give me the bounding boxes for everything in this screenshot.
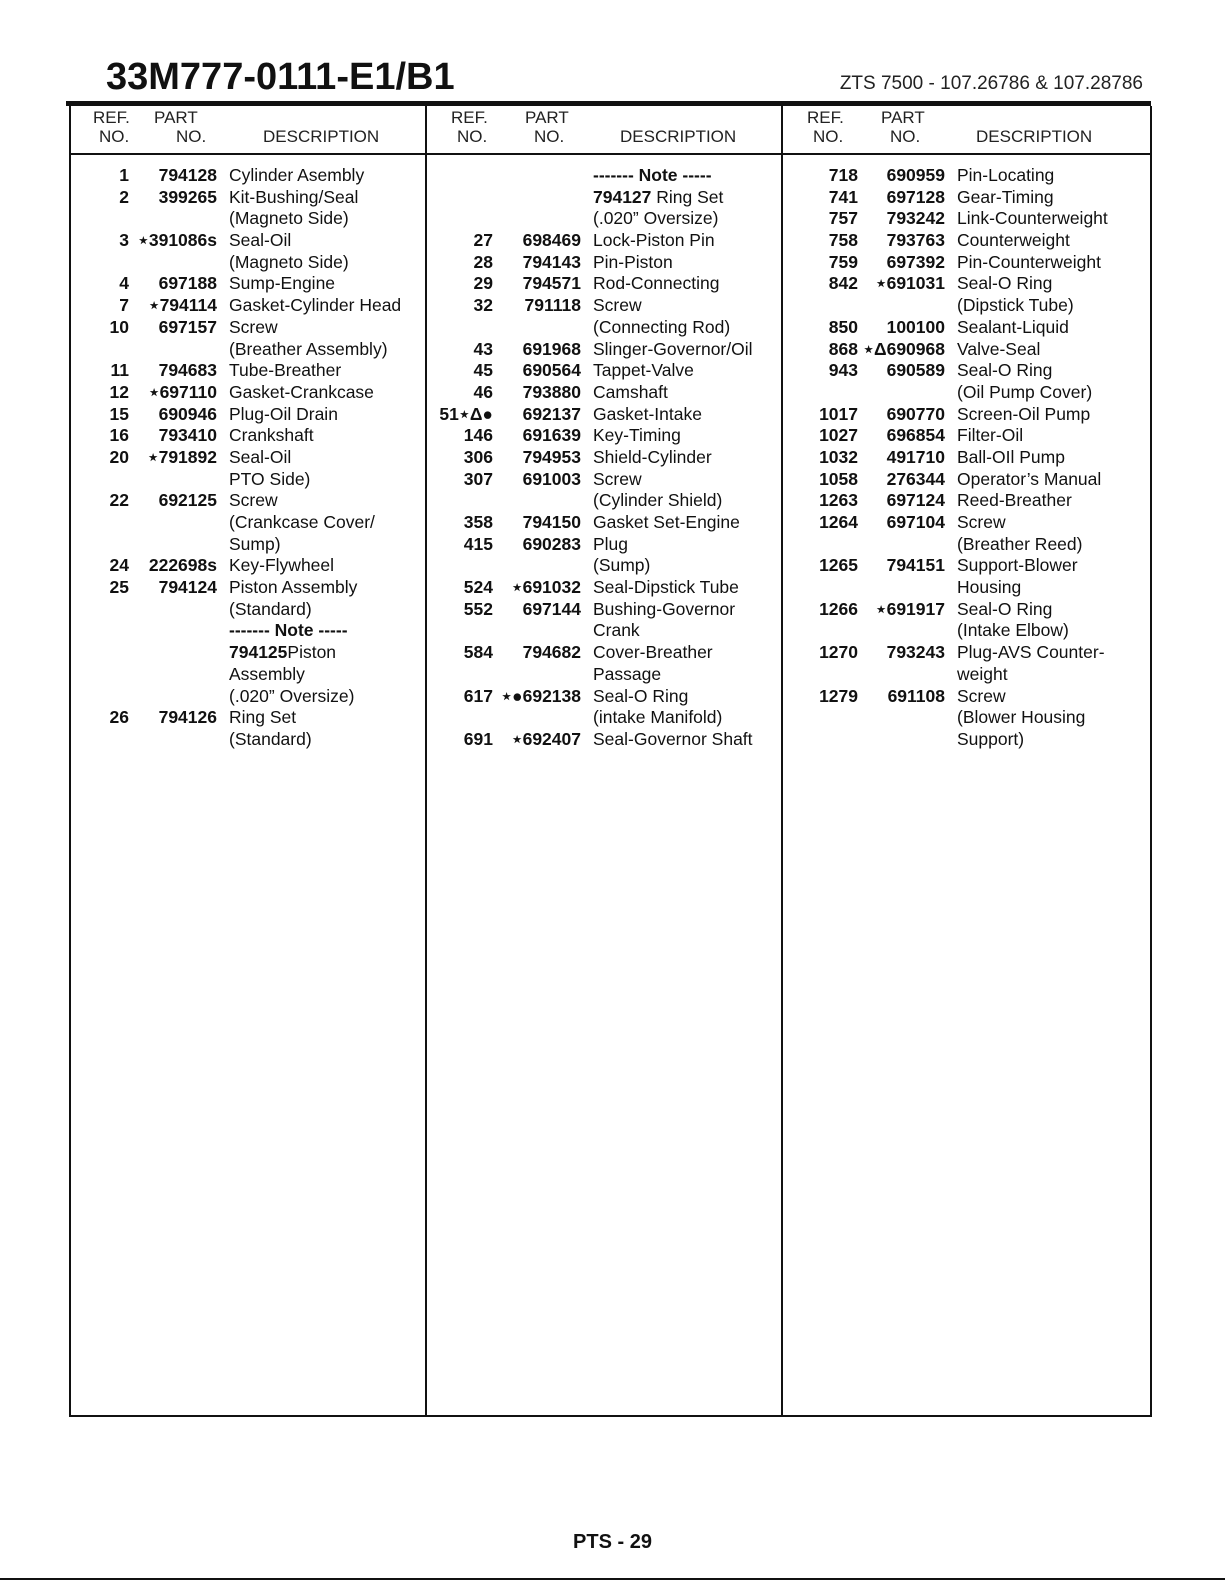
ref-number: 1279: [819, 685, 858, 706]
table-row: [69, 620, 425, 642]
part-number: 696854: [886, 425, 945, 446]
part-description: (Magneto Side): [229, 208, 349, 229]
part-description: (Dipstick Tube): [957, 295, 1074, 316]
ref-number: 25: [109, 577, 129, 598]
table-row: [69, 165, 425, 187]
table-row: [783, 295, 1151, 317]
part-number: 691968: [522, 338, 581, 359]
part-number: 276344: [886, 468, 945, 489]
part-description: (Intake Elbow): [957, 620, 1069, 641]
part-description: weight: [957, 663, 1008, 684]
part-description: Screw: [957, 685, 1006, 706]
part-description: (Crankcase Cover/: [229, 512, 375, 532]
table-row: [427, 664, 781, 686]
table-row: [783, 620, 1151, 642]
part-description: Pin-Counterweight: [957, 251, 1101, 272]
part-number: 793880: [522, 381, 581, 402]
part-number: ⋆391086s: [137, 230, 217, 251]
table-row: [69, 534, 425, 556]
part-description: Support-Blower: [957, 555, 1078, 576]
part-number: ⋆794114: [148, 295, 217, 316]
part-description: Shield-Cylinder: [593, 446, 712, 467]
table-row: [783, 252, 1151, 274]
part-description: Valve-Seal: [957, 338, 1041, 359]
part-description: Ring Set: [229, 707, 297, 728]
note-part-number: 794125: [229, 642, 288, 663]
table-row: [69, 490, 425, 512]
ref-number: 24: [109, 555, 129, 576]
ref-number: 27: [473, 230, 493, 251]
ref-number: 1027: [819, 425, 858, 446]
table-row: [69, 382, 425, 404]
part-header-no: NO.: [176, 127, 207, 146]
ref-number: 28: [473, 251, 493, 272]
ref-number: 758: [828, 230, 858, 251]
part-number: 100100: [886, 316, 945, 337]
ref-number: 3: [119, 230, 129, 251]
ref-number: 51⋆Δ●: [439, 403, 493, 424]
table-row: [427, 642, 781, 664]
part-number: ⋆Δ690968: [863, 338, 945, 359]
ref-number: 11: [110, 360, 129, 381]
ref-number: 868: [828, 338, 858, 359]
part-description: Pin-Locating: [957, 165, 1055, 185]
table-row: [783, 187, 1151, 209]
part-description: Seal-Dipstick Tube: [593, 577, 739, 598]
table-row: [427, 469, 781, 491]
part-description: Housing: [957, 577, 1022, 598]
ref-number: 16: [109, 425, 129, 446]
part-number: ⋆●692138: [501, 685, 581, 706]
table-row: [783, 208, 1151, 230]
table-row: [427, 382, 781, 404]
description-header: DESCRIPTION: [976, 127, 1093, 146]
part-description: Sump): [229, 533, 281, 554]
ref-number: 146: [463, 425, 493, 446]
table-row: [783, 425, 1151, 447]
part-description: Gasket Set-Engine: [593, 512, 740, 532]
table-row: [69, 273, 425, 295]
part-description: (Standard): [229, 728, 312, 749]
table-row: [783, 469, 1151, 491]
table-row: [69, 252, 425, 274]
table-row: [427, 230, 781, 252]
part-description: Gasket-Intake: [593, 403, 702, 424]
part-number: 690564: [522, 360, 581, 381]
part-header-no: NO.: [890, 127, 921, 146]
table-row: [783, 382, 1151, 404]
table-row: [69, 208, 425, 230]
part-description: (Connecting Rod): [593, 316, 731, 337]
table-row: [427, 686, 781, 708]
part-description: Reed-Breather: [957, 490, 1072, 511]
ref-number: 26: [109, 707, 129, 728]
ref-number: 1266: [819, 598, 858, 619]
ref-number: 617: [463, 685, 493, 706]
part-description: Tappet-Valve: [593, 360, 694, 381]
part-description: Camshaft: [593, 381, 668, 402]
page-bottom-rule: [0, 1578, 1225, 1580]
part-number: 222698s: [148, 555, 217, 576]
table-row: [427, 425, 781, 447]
part-description: Piston Assembly: [229, 577, 358, 598]
part-description: Tube-Breather: [229, 360, 342, 381]
table-row: [427, 165, 781, 187]
part-description: Gasket-Cylinder Head: [229, 295, 402, 316]
ref-number: 757: [828, 208, 858, 229]
part-description: Plug: [593, 533, 629, 554]
part-number: 794150: [522, 512, 581, 532]
ref-number: 307: [463, 468, 493, 489]
part-number: 793763: [886, 230, 945, 251]
part-description: (.020” Oversize): [229, 685, 355, 706]
table-row: [783, 664, 1151, 686]
part-header: PART: [881, 108, 925, 127]
table-row: [783, 230, 1151, 252]
part-description: (Sump): [593, 555, 651, 576]
table-row: [69, 707, 425, 729]
part-number: 794571: [522, 273, 581, 294]
table-row: [69, 187, 425, 209]
part-number: 690283: [522, 533, 581, 554]
part-description: Passage: [593, 663, 662, 684]
part-description: (intake Manifold): [593, 707, 723, 728]
part-number: 794128: [158, 165, 217, 185]
part-description: (Oil Pump Cover): [957, 381, 1093, 402]
part-number: ⋆697110: [148, 381, 217, 402]
table-row: [783, 555, 1151, 577]
part-number: ⋆691031: [875, 273, 945, 294]
part-description: (Cylinder Shield): [593, 490, 723, 511]
ref-number: 1017: [819, 403, 858, 424]
part-description: Screw: [229, 316, 278, 337]
ref-number: 46: [473, 381, 493, 402]
part-description: Screw: [957, 512, 1006, 532]
table-row: [69, 339, 425, 361]
description-header: DESCRIPTION: [263, 127, 380, 146]
part-description: Screw: [593, 295, 642, 316]
part-description: Gear-Timing: [957, 186, 1054, 207]
part-description: (Magneto Side): [229, 251, 349, 272]
table-row: [427, 273, 781, 295]
part-description: Pin-Piston: [593, 251, 673, 272]
part-number: 697104: [886, 512, 945, 532]
table-row: [69, 447, 425, 469]
ref-number: 691: [463, 728, 493, 749]
part-description: Gasket-Crankcase: [229, 381, 374, 402]
part-description: Seal-O Ring: [593, 685, 689, 706]
part-description: Key-Flywheel: [229, 555, 335, 576]
table-row: [69, 664, 425, 686]
table-row: [783, 447, 1151, 469]
table-row: [427, 577, 781, 599]
part-number: ⋆791892: [147, 446, 217, 467]
table-row: [783, 729, 1151, 751]
ref-number: 1263: [819, 490, 858, 511]
table-row: [427, 707, 781, 729]
part-description: Ball-OIl Pump: [957, 446, 1065, 467]
table-row: [427, 447, 781, 469]
part-description: Screw: [593, 468, 642, 489]
table-row: [783, 534, 1151, 556]
ref-number: 43: [473, 338, 493, 359]
part-number: 691003: [522, 468, 581, 489]
part-header: PART: [525, 108, 569, 127]
part-description: Plug-Oil Drain: [229, 403, 338, 424]
ref-number: 32: [473, 295, 493, 316]
part-header: PART: [154, 108, 198, 127]
ref-number: 1058: [819, 468, 858, 489]
part-number: 697157: [158, 316, 217, 337]
table-row: [69, 360, 425, 382]
table-row: [69, 230, 425, 252]
table-row: [783, 273, 1151, 295]
part-description: Cover-Breather: [593, 642, 713, 663]
part-description: (Blower Housing: [957, 707, 1086, 728]
ref-number: 7: [119, 295, 129, 316]
part-number: 690589: [886, 360, 945, 381]
ref-number: 552: [463, 598, 493, 619]
ref-header: REF.: [807, 108, 844, 127]
part-number: 794682: [522, 642, 581, 663]
part-description: Kit-Bushing/Seal: [229, 186, 359, 207]
part-description: Link-Counterweight: [957, 208, 1108, 229]
ref-number: 4: [119, 273, 129, 294]
table-row: [427, 512, 781, 534]
part-description: Plug-AVS Counter-: [957, 642, 1105, 663]
part-description: Slinger-Governor/Oil: [593, 338, 753, 359]
part-description: Crankshaft: [229, 425, 314, 446]
part-number: 692125: [158, 490, 217, 511]
part-number: 692137: [522, 403, 581, 424]
part-description: (Breather Assembly): [229, 338, 388, 359]
part-description: Key-Timing: [593, 425, 681, 446]
parts-column-2: [427, 165, 781, 751]
table-row: [783, 404, 1151, 426]
description-header: DESCRIPTION: [620, 127, 737, 146]
note-part-number: 794127: [593, 186, 652, 207]
table-row: [69, 686, 425, 708]
ref-header: REF.: [93, 108, 130, 127]
ref-number: 15: [109, 403, 129, 424]
table-row: [427, 729, 781, 751]
note-part-description: Piston: [287, 642, 337, 663]
part-description: Screw: [229, 490, 278, 511]
table-row: [427, 339, 781, 361]
note-part-description: Ring Set: [651, 186, 724, 207]
ref-number: 1: [119, 165, 129, 185]
table-row: [783, 707, 1151, 729]
ref-number: 1265: [819, 555, 858, 576]
part-number: 697188: [158, 273, 217, 294]
table-row: [783, 339, 1151, 361]
part-description: Sump-Engine: [229, 273, 336, 294]
note-description: [593, 187, 723, 209]
table-row: [427, 599, 781, 621]
table-row: [69, 642, 425, 664]
part-description: Seal-O Ring: [957, 273, 1053, 294]
part-description: Lock-Piston Pin: [593, 230, 715, 251]
part-description: Bushing-Governor: [593, 598, 736, 619]
ref-number: 718: [828, 165, 858, 185]
table-row: [783, 599, 1151, 621]
ref-number: 10: [109, 316, 129, 337]
ref-number: 358: [463, 512, 493, 532]
part-description: Seal-O Ring: [957, 598, 1053, 619]
part-description: Crank: [593, 620, 640, 641]
ref-number: 842: [828, 273, 858, 294]
table-row: [69, 512, 425, 534]
part-number: 697128: [886, 186, 945, 207]
part-description: Rod-Connecting: [593, 273, 720, 294]
table-row: [69, 317, 425, 339]
table-row: [427, 317, 781, 339]
model-subtitle: ZTS 7500 - 107.26786 & 107.28786: [839, 73, 1143, 94]
part-description: Screen-Oil Pump: [957, 403, 1091, 424]
ref-number: 415: [463, 533, 493, 554]
part-number: 794143: [522, 251, 581, 272]
part-number: 690959: [886, 165, 945, 185]
table-row: [69, 729, 425, 751]
ref-number: 29: [473, 273, 493, 294]
table-row: [783, 512, 1151, 534]
note-heading: ------- Note -----: [229, 620, 348, 641]
ref-header-no: NO.: [457, 127, 488, 146]
table-row: [783, 686, 1151, 708]
part-description: (Standard): [229, 598, 312, 619]
ref-number: 759: [828, 251, 858, 272]
table-row: [783, 577, 1151, 599]
part-number: 793410: [158, 425, 217, 446]
part-description: PTO Side): [229, 468, 311, 489]
ref-number: 1032: [819, 446, 858, 467]
table-row: [783, 360, 1151, 382]
table-row: [427, 404, 781, 426]
ref-number: 1264: [819, 512, 858, 532]
ref-number: 2: [119, 186, 129, 207]
table-row: [69, 555, 425, 577]
table-row: [69, 404, 425, 426]
ref-number: 12: [109, 381, 129, 402]
table-row: [783, 642, 1151, 664]
part-number: 791118: [524, 295, 581, 316]
parts-column-1: [69, 165, 425, 751]
table-row: [427, 295, 781, 317]
ref-header-no: NO.: [813, 127, 844, 146]
part-number: 794151: [886, 555, 945, 576]
part-description: Seal-O Ring: [957, 360, 1053, 381]
table-row: [783, 317, 1151, 339]
part-number: 794126: [158, 707, 217, 728]
part-number: 793243: [886, 642, 945, 663]
part-description: (Breather Reed): [957, 533, 1083, 554]
part-description: Assembly: [229, 663, 305, 684]
part-number: 794683: [158, 360, 217, 381]
ref-number: 22: [109, 490, 129, 511]
table-row: [69, 577, 425, 599]
part-description: Seal-Oil: [229, 230, 292, 251]
part-description: Sealant-Liquid: [957, 316, 1069, 337]
ref-number: 741: [828, 186, 858, 207]
table-row: [69, 295, 425, 317]
part-number: ⋆692407: [511, 728, 581, 749]
part-number: ⋆691917: [875, 598, 945, 619]
part-number: 691639: [522, 425, 581, 446]
ref-number: 45: [473, 360, 493, 381]
part-description: Support): [957, 728, 1025, 749]
ref-number: 943: [828, 360, 858, 381]
part-number: 697124: [886, 490, 945, 511]
part-number: 691108: [887, 685, 945, 706]
table-row: [69, 599, 425, 621]
part-number: 794953: [522, 446, 581, 467]
note-description: [229, 642, 336, 664]
table-row: [427, 360, 781, 382]
ref-number: 850: [828, 316, 858, 337]
table-row: [427, 534, 781, 556]
ref-number: 584: [463, 642, 493, 663]
table-row: [69, 425, 425, 447]
table-row: [69, 469, 425, 491]
part-description: Seal-Oil: [229, 446, 292, 467]
table-row: [427, 490, 781, 512]
table-row: [783, 490, 1151, 512]
part-number: 794124: [158, 577, 217, 598]
part-description: Counterweight: [957, 230, 1070, 251]
part-description: (.020” Oversize): [593, 208, 719, 229]
ref-number: 1270: [819, 642, 858, 663]
part-header-no: NO.: [534, 127, 565, 146]
part-number: 698469: [522, 230, 581, 251]
part-number: 399265: [158, 186, 217, 207]
page-title: 33M777-0111-E1/B1: [106, 56, 455, 98]
part-number: 690770: [886, 403, 945, 424]
header-divider: [69, 153, 1152, 155]
part-number: 697144: [522, 598, 581, 619]
ref-header-no: NO.: [99, 127, 130, 146]
page-number: PTS - 29: [573, 1531, 652, 1553]
ref-number: 306: [463, 446, 493, 467]
part-number: 491710: [886, 446, 945, 467]
parts-column-3: [783, 165, 1151, 751]
table-row: [427, 555, 781, 577]
ref-number: 524: [463, 577, 493, 598]
ref-number: 20: [109, 446, 129, 467]
part-description: Operator’s Manual: [957, 468, 1102, 489]
part-description: Cylinder Asembly: [229, 165, 365, 185]
note-heading: ------- Note -----: [593, 165, 712, 185]
part-number: 793242: [886, 208, 945, 229]
part-number: 697392: [886, 251, 945, 272]
part-number: 690946: [158, 403, 217, 424]
table-row: [427, 208, 781, 230]
part-number: ⋆691032: [511, 577, 581, 598]
part-description: Filter-Oil: [957, 425, 1024, 446]
part-description: Seal-Governor Shaft: [593, 728, 753, 749]
ref-header: REF.: [451, 108, 488, 127]
table-row: [783, 165, 1151, 187]
table-row: [427, 620, 781, 642]
table-row: [427, 187, 781, 209]
table-row: [427, 252, 781, 274]
